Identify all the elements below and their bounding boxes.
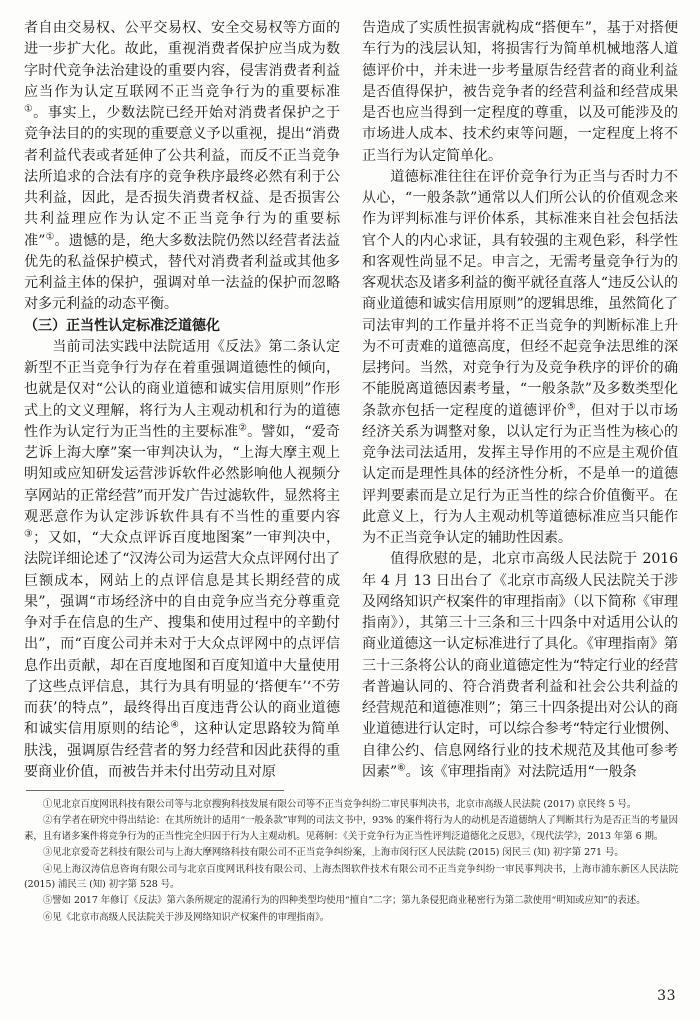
footnote-text: 见北京爱奇艺科技有限公司与上海大摩网络科技有限公司不正当竞争纠纷案，上海市闵行区人民法院 (2015) 闵民三 (知) 初字第 271 号。 [52,847,624,859]
left-column [24,18,340,783]
footnote-reference-1[interactable]: ① [24,103,34,115]
right-column [362,18,678,783]
paragraph-continued [24,18,340,316]
footnote-reference-2[interactable]: ② [238,422,248,434]
footnote-reference-1b[interactable]: ① [45,230,55,242]
footnote-text: 见北京百度网讯科技有限公司等与北京搜狗科技发展有限公司等不正当竞争纠纷二审民事判决书，北京市高级人民法院 (2017) 京民终 5 号。 [52,799,637,810]
paragraph-segment-2: 。该《审理指南》对法院适用“一般条 [405,763,637,780]
page-content-area [24,18,678,783]
footnote-reference-4[interactable]: ④ [170,719,180,731]
footnote-item [24,813,678,844]
footnote-marker: ④ [42,863,53,875]
page-number: 33 [657,988,676,1004]
footnote-item [24,862,678,893]
paragraph-moral-standard [362,167,678,550]
footnote-item [24,910,678,925]
footnote-marker: ① [42,799,53,810]
footnote-separator-rule [26,790,284,791]
paragraph-text-part-3: 。遗憾的是，绝大多数法院仍然以经营者法益优先的私益保护模式，替代对消费者利益或其他多元利益主体的保护，强调对单一法益的保护而忽略对多元利益的动态平衡。 [24,232,340,313]
paragraph-text-part-1: 者自由交易权、公平交易权、安全交易权等方面的进一步扩大化。故此，重视消费者保护应当成为数字时代竞争法治建设的重要内容，侵害消费者利益应当作为认定互联网不正当竞争行为的重要标准 [24,20,340,100]
paragraph-beijing-guideline [362,549,678,783]
section-heading: （三）正当性认定标准泛道德化 [24,317,220,334]
paragraph-segment-4: ，这种认定思路较为简单肤浅，强调原告经营者的努力经营和因此获得的重要商业价值，而被告并未付出劳动且对原 [24,721,340,780]
paragraph-segment-3: ；又如，“大众点评诉百度地图案”一审判决中，法院详细论述了“汉涛公司为运营大众点评网付出了巨额成本，网站上的点评信息是其长期经营的成果”，强调“市场经济中的自由竞争应当充分尊重竞争对手在信息的生产、搜集和使用过程中的辛勤付出”，而“百度公司并未对于大众点评网中的点评信息作出贡献，却在百度地图和百度知道中大量使用了这些点评信息，其行为具有明显的‘搭便车’‘不劳而获’的特点”，最终得出百度违背公认的商业道德和诚实信用原则的结论 [24,530,340,738]
footnote-reference-5[interactable]: ⑤ [566,400,577,412]
footnote-reference-3[interactable]: ③ [24,528,34,540]
footnote-item [24,797,678,812]
footnote-text: 见上海汉涛信息咨询有限公司与北京百度网讯科技有限公司、上海杰图软件技术有限公司不正当竞争纠纷一审民事判决书，上海市浦东新区人民法院 (2015) 浦民三 (知) 初字第 528 号。 [24,863,679,891]
footnote-marker: ⑤ [42,895,53,907]
paragraph-segment-1: 值得欣慰的是，北京市高级人民法院于 2016 年 4 月 13 日出台了《北京市高级人民法院关于涉及网络知识产权案件的审理指南》（以下简称《审理指南》），其第三十三条和三十四条中对适用公认的商业道德这一认定标准进行了具化。《审理指南》第三十三条将公认的商业道德定性为“特定行业的经营者普遍认同的、符合消费者利益和社会公共利益的经营规范和道德准则”；第三十四条提出对公认的商业道德进行认定时，可以综合参考“特定行业惯例、自律公约、信息网络行业的技术规范及其他可参考因素” [362,551,678,780]
footnote-item [24,893,678,908]
footnote-marker: ② [42,815,53,827]
paragraph-segment-2: ，但对于以市场经济关系为调整对象，以认定行为正当性为核心的竞争法司法适用，发挥主导作用的不应是主观价值认定而是理性具体的经济性分析，不是单一的道德评判要素而是立足行为正当性的综合价值衡平。在此意义上，行为人主观动机等道德标准应当只能作为不正当竞争认定的辅助性因素。 [362,402,678,546]
footnote-marker: ⑥ [42,911,53,923]
paragraph-segment-1: 道德标准往往在评价竞争行为正当与否时力不从心，“一般条款”通常以人们所公认的价值观念来作为评判标准与评价体系，其标准来自社会包括法官个人的内心求证，具有较强的主观色彩，科学性和客观性尚显不足。申言之，无需考量竞争行为的客观状态及诸多利益的衡平就径直落人“违反公认的商业道德和诚实信用原则”的逻辑思维，虽然简化了司法审判的工作量并将不正当竞争的判断标准上升为不可责难的道德高度，但经不起竞争法思维的深层拷问。当然，对竞争行为及竞争秩序的评价的确不能脱离道德因素考量，“一般条款”及多数类型化条款亦包括一定程度的道德评价 [362,168,678,419]
footnote-text: 见《北京市高级人民法院关于涉及网络知识产权案件的审理指南》。 [52,911,330,923]
footnote-text: 有学者在研究中得出结论：在其所统计的适用“一般条款”审判的司法文书中，93% 的案件将行为人的动机是否道德纳人了判断其行为是否正当的考量因素，且有诸多案件将竞争行为的正当性完全归因于行为人主观动机。见蒋舸：《关于竞争行为正当性评判泛道德化之反思》，《现代法学》，2013 年第 6 期。 [24,815,678,842]
paragraph-carryover: 告造成了实质性损害就构成“搭便车”，基于对搭便车行为的浅层认知，将损害行为简单机械地落人道德评价中，并未进一步考量原告经营者的商业利益是否值得保护，被告竞争者的经营利益和经营成果是否也应当得到一定程度的尊重，以及可能涉及的市场进人成本、技术约束等问题，一定程度上将不正当行为认定简单化。 [362,20,678,164]
paragraph-section-body [24,337,340,783]
footnotes-block [24,790,678,926]
paragraph-text-part-2: 。事实上，少数法院已经开始对消费者保护之于竞争法目的的实现的重要意义予以重视，提出“消费者利益代表或者延伸了公共利益，而反不正当竞争法所追求的合法有序的竞争秩序最终必然有利于公共利益，因此，是否损失消费者权益、是否损害公共利益理应作为认定不正当竞争行为的重要标准” [24,105,340,249]
footnote-text: 譬如 2017 年修订《反法》第六条所规定的混淆行为的四种类型均使用“擅自”二字；第九条侵犯商业秘密行为第二款使用“明知或应知”的表述。 [52,895,646,907]
paragraph-segment-1: 当前司法实践中法院适用《反法》第二条认定新型不正当竞争行为存在着重强调道德性的倾向，也就是仅对“公认的商业道德和诚实信用原则”作形式上的文义理解，将行为人主观动机和行为的道德性作为认定行为正当性的主要标准 [24,338,340,440]
footnote-item [24,845,678,860]
footnote-reference-6[interactable]: ⑥ [397,762,406,774]
footnote-marker: ③ [42,847,53,859]
paragraph-segment-2: 。譬如，“爱奇艺诉上海大摩”案一审判决认为，“上海大摩主观上明知或应知研发运营涉诉软件必然影响他人视频分享网站的正常经营”而开发广告过滤软件，显然将主观恶意作为认定涉诉软件具有不当性的重要内容 [24,423,340,525]
two-column-body [24,18,678,783]
